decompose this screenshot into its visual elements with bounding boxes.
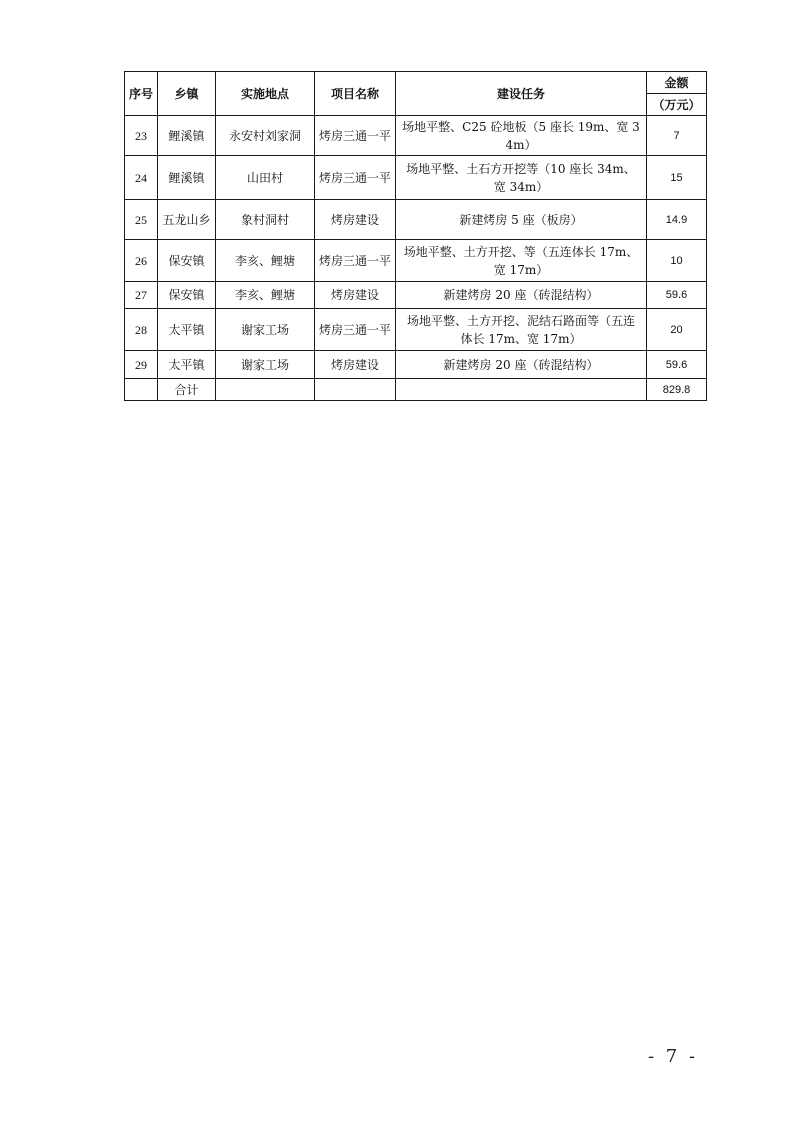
cell-amount: 15 <box>647 156 707 200</box>
cell-task: 场地平整、土方开挖、泥结石路面等（五连体长 17m、宽 17m） <box>396 309 647 351</box>
cell-site: 山田村 <box>216 156 315 200</box>
cell-town: 五龙山乡 <box>158 200 216 240</box>
cell-project: 烤房三通一平 <box>315 116 396 156</box>
table-row <box>125 282 707 309</box>
cell-town: 保安镇 <box>158 240 216 282</box>
page-number: - 7 - <box>648 1046 699 1067</box>
cell-empty <box>315 379 396 401</box>
cell-amount: 20 <box>647 309 707 351</box>
header-task: 建设任务 <box>396 72 647 116</box>
cell-site: 谢家工场 <box>216 351 315 379</box>
cell-index: 23 <box>125 116 158 156</box>
cell-project: 烤房建设 <box>315 351 396 379</box>
cell-project: 烤房三通一平 <box>315 156 396 200</box>
cell-amount: 10 <box>647 240 707 282</box>
cell-empty <box>396 379 647 401</box>
cell-amount: 59.6 <box>647 282 707 309</box>
cell-site: 象村洞村 <box>216 200 315 240</box>
cell-town: 保安镇 <box>158 282 216 309</box>
cell-empty <box>216 379 315 401</box>
cell-task: 场地平整、C25 砼地板（5 座长 19m、宽 34m） <box>396 116 647 156</box>
table-row <box>125 116 707 156</box>
header-town: 乡镇 <box>158 72 216 116</box>
table-row <box>125 156 707 200</box>
cell-index: 25 <box>125 200 158 240</box>
header-amount-unit: （万元） <box>647 94 707 116</box>
cell-total-amount: 829.8 <box>647 379 707 401</box>
cell-index: 24 <box>125 156 158 200</box>
cell-index: 28 <box>125 309 158 351</box>
cell-site: 李亥、鲤塘 <box>216 282 315 309</box>
cell-town: 鲤溪镇 <box>158 156 216 200</box>
table-header-row <box>125 72 707 94</box>
cell-town: 太平镇 <box>158 351 216 379</box>
header-amount: 金额 <box>647 72 707 94</box>
table-total-row <box>125 379 707 401</box>
table-row <box>125 240 707 282</box>
cell-task: 新建烤房 20 座（砖混结构） <box>396 351 647 379</box>
cell-index: 26 <box>125 240 158 282</box>
cell-project: 烤房三通一平 <box>315 240 396 282</box>
table-row <box>125 200 707 240</box>
cell-task: 场地平整、土石方开挖等（10 座长 34m、宽 34m） <box>396 156 647 200</box>
header-index: 序号 <box>125 72 158 116</box>
cell-site: 永安村刘家洞 <box>216 116 315 156</box>
table-row <box>125 309 707 351</box>
cell-amount: 59.6 <box>647 351 707 379</box>
cell-task: 新建烤房 5 座（板房） <box>396 200 647 240</box>
cell-project: 烤房建设 <box>315 200 396 240</box>
cell-town: 太平镇 <box>158 309 216 351</box>
cell-site: 李亥、鲤塘 <box>216 240 315 282</box>
cell-task: 场地平整、土方开挖、等（五连体长 17m、宽 17m） <box>396 240 647 282</box>
cell-index-empty <box>125 379 158 401</box>
table-row <box>125 351 707 379</box>
cell-index: 27 <box>125 282 158 309</box>
cell-amount: 14.9 <box>647 200 707 240</box>
cell-project: 烤房三通一平 <box>315 309 396 351</box>
header-site: 实施地点 <box>216 72 315 116</box>
cell-total-label: 合计 <box>158 379 216 401</box>
header-project: 项目名称 <box>315 72 396 116</box>
cell-town: 鲤溪镇 <box>158 116 216 156</box>
cell-site: 谢家工场 <box>216 309 315 351</box>
cell-project: 烤房建设 <box>315 282 396 309</box>
cell-task: 新建烤房 20 座（砖混结构） <box>396 282 647 309</box>
project-budget-table <box>124 71 707 401</box>
cell-amount: 7 <box>647 116 707 156</box>
cell-index: 29 <box>125 351 158 379</box>
